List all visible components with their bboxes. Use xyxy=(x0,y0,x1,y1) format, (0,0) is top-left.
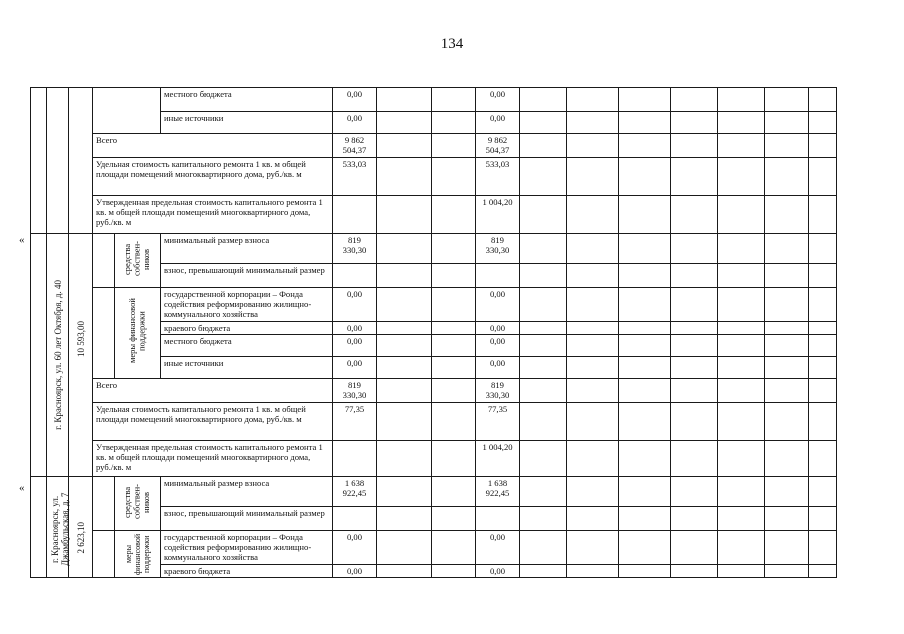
group-support-text: меры финансовой поддержки xyxy=(127,298,147,364)
table-row xyxy=(31,531,837,565)
table-row xyxy=(31,88,837,112)
table-row xyxy=(31,379,837,403)
value-cell: 0,00 xyxy=(333,88,377,112)
row-label: иные источники xyxy=(161,357,333,379)
group-spacer xyxy=(93,234,115,288)
value-cell: 9 862 504,37 xyxy=(333,134,377,158)
value-cell: 77,35 xyxy=(333,403,377,441)
table-row xyxy=(31,196,837,234)
row-label: иные источники xyxy=(161,112,333,134)
row-label: взнос, превышающий минимальный размер xyxy=(161,507,333,531)
value-cell: 1 004,20 xyxy=(476,441,520,477)
value-cell: 0,00 xyxy=(333,335,377,357)
table-row xyxy=(31,234,837,264)
row-label: местного бюджета xyxy=(161,88,333,112)
group-spacer xyxy=(93,531,115,578)
value-cell: 0,00 xyxy=(476,112,520,134)
value-cell: 1 004,20 xyxy=(476,196,520,234)
value-cell: 0,00 xyxy=(476,565,520,578)
group-owner-text: средства собствен-ников xyxy=(122,484,152,520)
value-cell: 0,00 xyxy=(333,112,377,134)
value-cell: 1 638 922,45 xyxy=(476,477,520,507)
value-cell xyxy=(333,196,377,234)
group-support-cell xyxy=(115,531,161,578)
group-owner-cell xyxy=(115,477,161,531)
quote-mark-block3: « xyxy=(19,482,25,494)
row-label: государственной корпорации – Фонда содействия реформированию жилищно-коммунального хозяйства xyxy=(161,288,333,322)
row-label: Утвержденная предельная стоимость капитального ремонта 1 кв. м общей площади помещений многоквартирного дома, руб./кв. м xyxy=(93,441,333,477)
row-label: Утвержденная предельная стоимость капитального ремонта 1 кв. м общей площади помещений многоквартирного дома, руб./кв. м xyxy=(93,196,333,234)
address-cell xyxy=(47,477,69,578)
table-row xyxy=(31,441,837,477)
value-cell xyxy=(333,441,377,477)
value-cell: 0,00 xyxy=(476,322,520,335)
group-cell xyxy=(93,88,161,134)
value-cell: 819 330,30 xyxy=(476,234,520,264)
value-cell: 1 638 922,45 xyxy=(333,477,377,507)
value-cell: 77,35 xyxy=(476,403,520,441)
row-label: государственной корпорации – Фонда содействия реформированию жилищно-коммунального хозяйства xyxy=(161,531,333,565)
blank-cell xyxy=(31,234,47,477)
row-label: местного бюджета xyxy=(161,335,333,357)
row-label: Удельная стоимость капитального ремонта 1 кв. м общей площади помещений многоквартирного дома, руб./кв. м xyxy=(93,403,333,441)
value-cell: 0,00 xyxy=(476,88,520,112)
address-text: г. Красноярск, ул. Джамбульская, д. 7 xyxy=(50,492,70,566)
value-cell: 533,03 xyxy=(476,158,520,196)
row-label: минимальный размер взноса xyxy=(161,477,333,507)
table-row xyxy=(31,134,837,158)
value-cell: 819 330,30 xyxy=(476,379,520,403)
value-cell: 0,00 xyxy=(476,531,520,565)
group-spacer xyxy=(93,477,115,531)
table-row xyxy=(31,403,837,441)
group-owner-text: средства собствен-ников xyxy=(122,241,152,277)
row-label: минимальный размер взноса xyxy=(161,234,333,264)
value-cell: 0,00 xyxy=(333,565,377,578)
group-support-cell xyxy=(115,288,161,379)
area-text: 2 623,10 xyxy=(75,522,86,554)
blank-cell xyxy=(31,88,47,234)
table-row xyxy=(31,288,837,322)
value-cell: 0,00 xyxy=(476,357,520,379)
area-cell xyxy=(69,88,93,234)
area-text: 10 593,00 xyxy=(75,321,86,357)
row-label: взнос, превышающий минимальный размер xyxy=(161,264,333,288)
value-cell: 0,00 xyxy=(476,288,520,322)
blank-cell xyxy=(31,477,47,578)
page-number: 134 xyxy=(440,36,464,52)
address-cell xyxy=(47,234,69,477)
repair-cost-table xyxy=(30,87,837,578)
group-owner-cell xyxy=(115,234,161,288)
area-cell xyxy=(69,234,93,477)
value-cell: 0,00 xyxy=(333,288,377,322)
address-cell xyxy=(47,88,69,234)
row-label: Всего xyxy=(93,134,333,158)
row-label: Удельная стоимость капитального ремонта 1 кв. м общей площади помещений многоквартирного дома, руб./кв. м xyxy=(93,158,333,196)
value-cell: 0,00 xyxy=(333,357,377,379)
value-cell: 0,00 xyxy=(333,322,377,335)
value-cell: 533,03 xyxy=(333,158,377,196)
table-row xyxy=(31,477,837,507)
address-text: г. Красноярск, ул. 60 лет Октября, д. 40 xyxy=(52,280,63,430)
row-label: краевого бюджета xyxy=(161,322,333,335)
quote-mark-block2: « xyxy=(19,234,25,246)
table-row xyxy=(31,158,837,196)
group-support-text: меры финансовой поддержки xyxy=(124,533,151,575)
value-cell: 9 862 504,37 xyxy=(476,134,520,158)
value-cell: 819 330,30 xyxy=(333,234,377,264)
value-cell: 0,00 xyxy=(476,335,520,357)
area-cell xyxy=(69,477,93,578)
value-cell: 0,00 xyxy=(333,531,377,565)
row-label: краевого бюджета xyxy=(161,565,333,578)
value-cell: 819 330,30 xyxy=(333,379,377,403)
group-spacer xyxy=(93,288,115,379)
row-label: Всего xyxy=(93,379,333,403)
